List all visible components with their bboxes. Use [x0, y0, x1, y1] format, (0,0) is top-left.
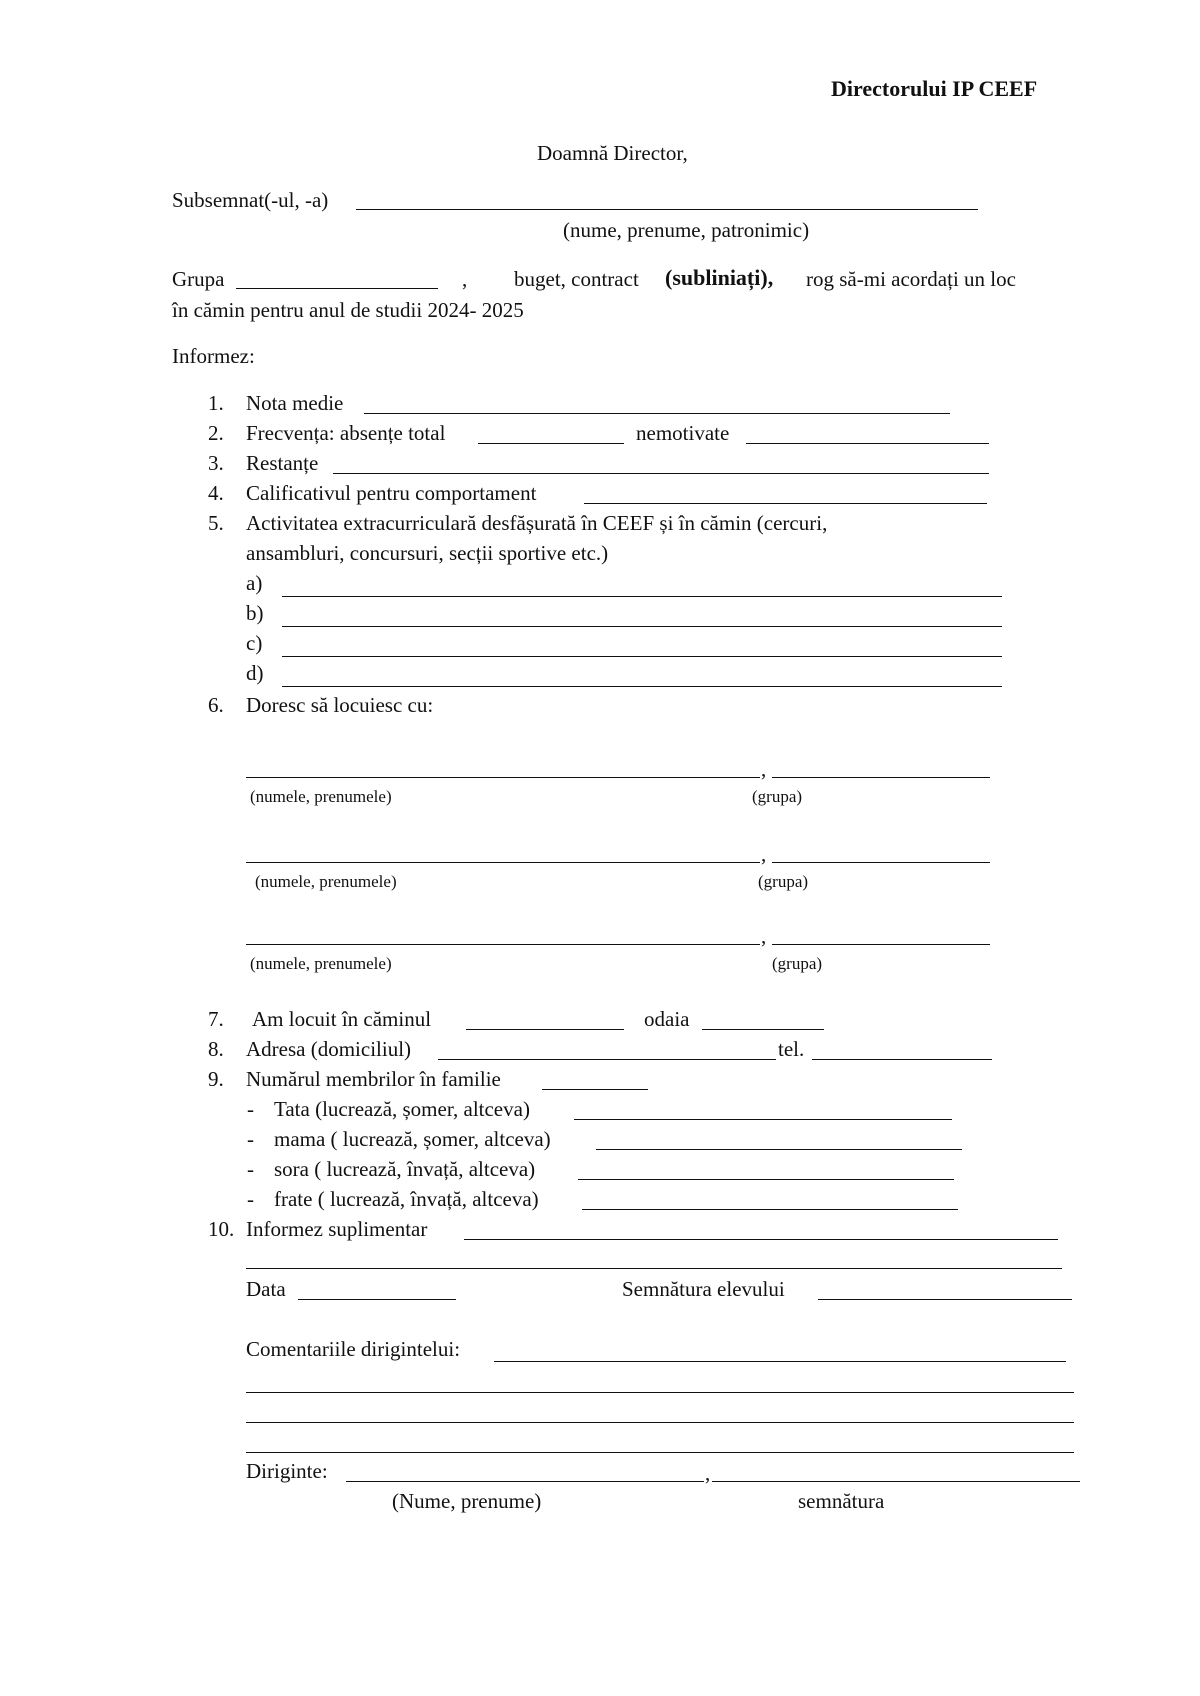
- roommate-3-comma: ,: [761, 924, 767, 948]
- sub-item-a-label: a): [246, 571, 263, 595]
- adresa-field[interactable]: [438, 1059, 776, 1060]
- member-frate-label: frate ( lucrează, învață, altceva): [274, 1187, 539, 1211]
- member-sora-label: sora ( lucrează, învață, altceva): [274, 1157, 536, 1181]
- roommate-1-group-field[interactable]: [772, 777, 990, 778]
- comportament-field[interactable]: [584, 503, 987, 504]
- odaia-field[interactable]: [702, 1029, 824, 1030]
- roommate-2-name-field[interactable]: [246, 862, 760, 863]
- activity-b-field[interactable]: [282, 626, 1002, 627]
- camin-field[interactable]: [466, 1029, 624, 1030]
- roommate-1-comma: ,: [761, 757, 767, 781]
- roommate-3-group-hint: (grupa): [772, 954, 823, 973]
- roommate-3-group-field[interactable]: [772, 944, 990, 945]
- item-7-label-b: odaia: [644, 1007, 690, 1031]
- member-dash: -: [247, 1157, 254, 1181]
- frate-field[interactable]: [582, 1209, 958, 1210]
- item-3-label: Restanțe: [246, 451, 319, 475]
- comments-label: Comentariile dirigintelui:: [246, 1337, 461, 1361]
- item-8-label: Adresa (domiciliul): [246, 1037, 412, 1061]
- comments-field-1[interactable]: [494, 1361, 1066, 1362]
- subsemnat-label: Subsemnat(-ul, -a): [172, 188, 329, 212]
- diriginte-label: Diriginte:: [246, 1459, 328, 1483]
- member-dash: -: [247, 1187, 254, 1211]
- diriginte-signature-field[interactable]: [712, 1481, 1080, 1482]
- nota-medie-field[interactable]: [364, 413, 950, 414]
- item-9-number: 9.: [208, 1067, 224, 1091]
- member-dash: -: [247, 1127, 254, 1151]
- intro-line2: în cămin pentru anul de studii 2024- 2025: [172, 298, 524, 322]
- item-3-number: 3.: [208, 451, 224, 475]
- restante-field[interactable]: [333, 473, 989, 474]
- salutation: Doamnă Director,: [537, 141, 688, 165]
- mama-field[interactable]: [596, 1149, 962, 1150]
- item-6-number: 6.: [208, 693, 224, 717]
- nemotivate-field[interactable]: [746, 443, 989, 444]
- name-field[interactable]: [356, 209, 978, 210]
- request-text: rog să-mi acordați un loc: [806, 267, 1016, 291]
- sora-field[interactable]: [578, 1179, 954, 1180]
- signature-field[interactable]: [818, 1299, 1072, 1300]
- item-2-label: Frecvența: absențe total: [246, 421, 446, 445]
- membri-familie-field[interactable]: [542, 1089, 648, 1090]
- informez-suplimentar-field-2[interactable]: [246, 1268, 1062, 1269]
- diriginte-name-field[interactable]: [346, 1481, 704, 1482]
- item-5-line1: Activitatea extracurriculară desfășurată în CEEF și în cămin (cercuri,: [246, 511, 828, 535]
- grupa-comma: ,: [462, 267, 468, 291]
- sub-item-b-label: b): [246, 601, 264, 625]
- signature-label: Semnătura elevului: [622, 1277, 785, 1301]
- addressee: Directorului IP CEEF: [831, 76, 1038, 101]
- comments-field-2[interactable]: [246, 1392, 1074, 1393]
- roommate-3-name-field[interactable]: [246, 944, 760, 945]
- item-8-number: 8.: [208, 1037, 224, 1061]
- item-5-line2: ansambluri, concursuri, secții sportive etc.): [246, 541, 609, 565]
- budget-text: buget, contract: [514, 267, 639, 291]
- diriginte-name-hint: (Nume, prenume): [392, 1489, 542, 1513]
- name-hint: (nume, prenume, patronimic): [563, 218, 810, 242]
- item-8-label-b: tel.: [778, 1037, 805, 1061]
- item-7-label: Am locuit în căminul: [252, 1007, 432, 1031]
- member-mama-label: mama ( lucrează, șomer, altceva): [274, 1127, 551, 1151]
- item-2-label-b: nemotivate: [636, 421, 730, 445]
- item-6-label: Doresc să locuiesc cu:: [246, 693, 434, 717]
- item-4-number: 4.: [208, 481, 224, 505]
- roommate-2-comma: ,: [761, 842, 767, 866]
- member-tata-label: Tata (lucrează, șomer, altceva): [274, 1097, 530, 1121]
- item-1-label: Nota medie: [246, 391, 344, 415]
- item-9-label: Numărul membrilor în familie: [246, 1067, 501, 1091]
- roommate-2-group-field[interactable]: [772, 862, 990, 863]
- member-dash: -: [247, 1097, 254, 1121]
- sub-item-d-label: d): [246, 661, 264, 685]
- informez-suplimentar-field[interactable]: [464, 1239, 1058, 1240]
- diriginte-comma: ,: [705, 1461, 711, 1485]
- roommate-1-name-field[interactable]: [246, 777, 760, 778]
- item-1-number: 1.: [208, 391, 224, 415]
- item-10-label: Informez suplimentar: [246, 1217, 428, 1241]
- informez-label: Informez:: [172, 344, 255, 368]
- roommate-1-group-hint: (grupa): [752, 787, 803, 806]
- item-10-number: 10.: [208, 1217, 235, 1241]
- roommate-2-name-hint: (numele, prenumele): [255, 872, 397, 891]
- diriginte-signature-hint: semnătura: [798, 1489, 885, 1513]
- grupa-label: Grupa: [172, 267, 225, 291]
- comments-field-3[interactable]: [246, 1422, 1074, 1423]
- telefon-field[interactable]: [812, 1059, 992, 1060]
- roommate-1-name-hint: (numele, prenumele): [250, 787, 392, 806]
- activity-a-field[interactable]: [282, 596, 1002, 597]
- item-5-number: 5.: [208, 511, 224, 535]
- tata-field[interactable]: [574, 1119, 952, 1120]
- comments-field-4[interactable]: [246, 1452, 1074, 1453]
- roommate-3-name-hint: (numele, prenumele): [250, 954, 392, 973]
- absente-total-field[interactable]: [478, 443, 624, 444]
- activity-c-field[interactable]: [282, 656, 1002, 657]
- underline-hint: (subliniați),: [665, 265, 774, 290]
- grupa-field[interactable]: [236, 288, 438, 289]
- data-field[interactable]: [298, 1299, 456, 1300]
- item-4-label: Calificativul pentru comportament: [246, 481, 537, 505]
- data-label: Data: [246, 1277, 286, 1301]
- sub-item-c-label: c): [246, 631, 263, 655]
- roommate-2-group-hint: (grupa): [758, 872, 809, 891]
- item-7-number: 7.: [208, 1007, 224, 1031]
- item-2-number: 2.: [208, 421, 224, 445]
- activity-d-field[interactable]: [282, 686, 1002, 687]
